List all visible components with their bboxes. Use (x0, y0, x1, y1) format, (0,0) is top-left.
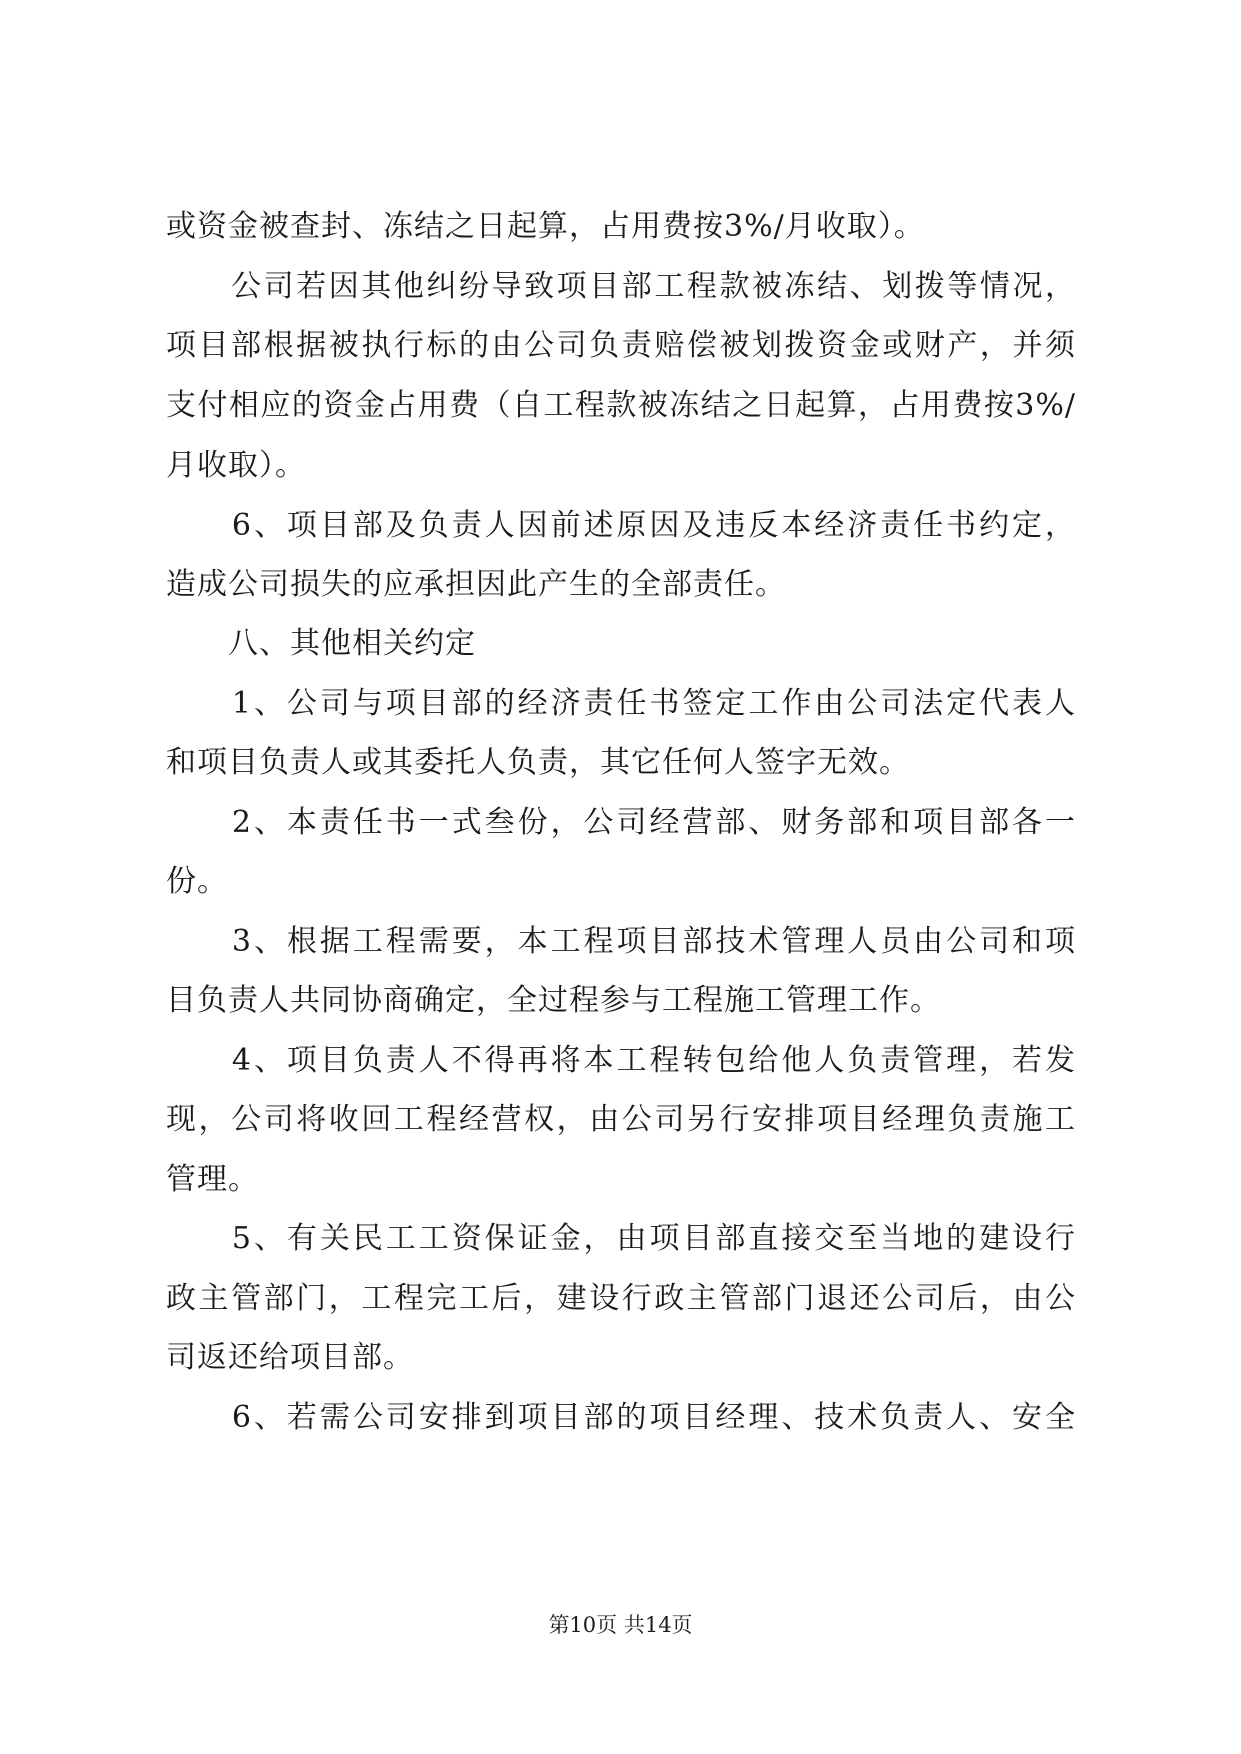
body-line: 6、项目部及负责人因前述原因及违反本经济责任书约定， (166, 508, 1076, 543)
body-line: 造成公司损失的应承担因此产生的全部责任。 (166, 567, 786, 602)
body-line: 6、若需公司安排到项目部的项目经理、技术负责人、安全 (166, 1400, 1076, 1435)
body-line: 公司若因其他纠纷导致项目部工程款被冻结、划拨等情况， (166, 269, 1076, 304)
body-line: 1、公司与项目部的经济责任书签定工作由公司法定代表人 (166, 686, 1076, 721)
body-line: 4、项目负责人不得再将本工程转包给他人负责管理，若发 (166, 1043, 1076, 1078)
body-line: 政主管部门，工程完工后，建设行政主管部门退还公司后，由公 (166, 1281, 1076, 1316)
body-line: 或资金被查封、冻结之日起算，占用费按3%/月收取）。 (166, 209, 925, 244)
body-line: 5、有关民工工资保证金，由项目部直接交至当地的建设行 (166, 1221, 1076, 1256)
body-line: 月收取）。 (166, 448, 306, 483)
body-line: 支付相应的资金占用费（自工程款被冻结之日起算，占用费按3%/ (166, 388, 1076, 423)
body-line: 司返还给项目部。 (166, 1340, 414, 1375)
body-line: 项目部根据被执行标的由公司负责赔偿被划拨资金或财产，并须 (166, 328, 1076, 363)
page-number-footer: 第10页 共14页 (548, 1613, 693, 1637)
body-line: 和项目负责人或其委托人负责，其它任何人签字无效。 (166, 745, 910, 780)
body-line: 3、根据工程需要，本工程项目部技术管理人员由公司和项 (166, 924, 1076, 959)
body-line: 2、本责任书一式叁份，公司经营部、财务部和项目部各一 (166, 805, 1076, 840)
section-heading: 八、其他相关约定 (166, 626, 476, 661)
body-line: 现，公司将收回工程经营权，由公司另行安排项目经理负责施工 (166, 1102, 1076, 1137)
body-line: 目负责人共同协商确定，全过程参与工程施工管理工作。 (166, 983, 941, 1018)
body-line: 管理。 (166, 1162, 259, 1197)
body-line: 份。 (166, 864, 228, 899)
